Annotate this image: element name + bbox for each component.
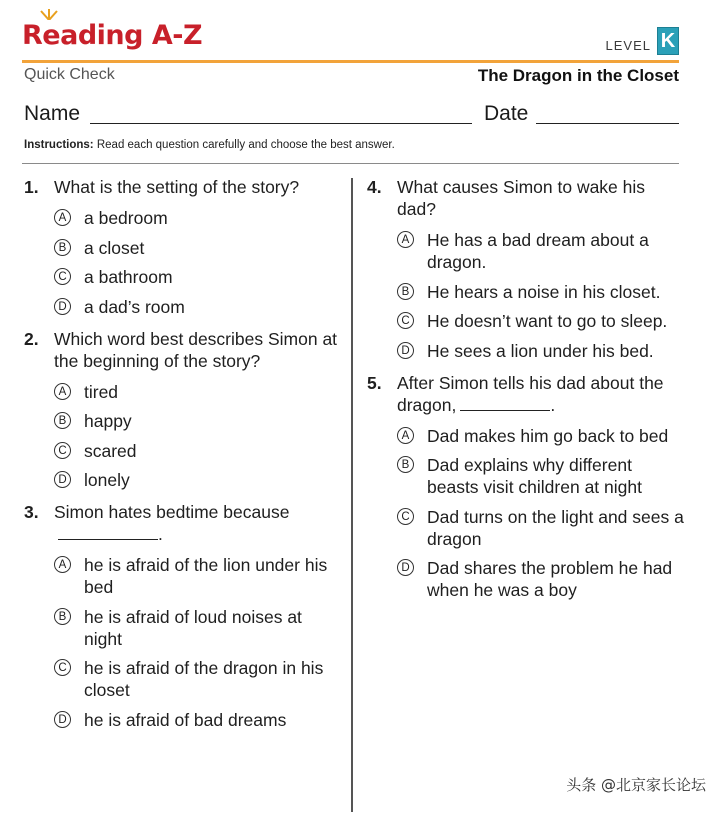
option-circle-icon[interactable]: D [54, 298, 71, 315]
answer-option-b[interactable]: B a closet [54, 237, 342, 259]
option-circle-icon[interactable]: A [397, 427, 414, 444]
question-number: 1. [24, 177, 39, 197]
question-5: 5. After Simon tells his dad about the dragon, . A Dad makes him go back to bed B Dad explains why different beasts visit children at night C Dad turns on the light and sees a dragon D Dad shares the problem he had when he was a boy [367, 372, 687, 602]
option-circle-icon[interactable]: C [54, 268, 71, 285]
answer-option-d[interactable]: D a dad’s room [54, 296, 342, 318]
question-number: 4. [367, 177, 382, 197]
answer-option-a[interactable]: A he is afraid of the lion under his bed [54, 554, 342, 598]
answer-blank [58, 539, 158, 540]
question-number: 2. [24, 328, 39, 349]
answer-option-d[interactable]: D He sees a lion under his bed. [397, 340, 687, 362]
right-column [367, 176, 687, 611]
date-field[interactable] [536, 123, 679, 124]
question-2 [24, 328, 342, 492]
column-divider [351, 178, 353, 812]
header-divider [22, 60, 679, 63]
option-circle-icon[interactable]: D [54, 711, 71, 728]
option-circle-icon[interactable]: A [54, 383, 71, 400]
answer-option-b[interactable]: B Dad explains why different beasts visit children at night [397, 454, 687, 498]
question-number: 5. [367, 372, 382, 393]
answer-option-d[interactable]: D he is afraid of bad dreams [54, 709, 342, 731]
answer-option-c[interactable]: C Dad turns on the light and sees a dragon [397, 506, 687, 550]
instructions-lead: Instructions: [24, 139, 94, 151]
level-badge: K [657, 27, 679, 55]
answer-option-c[interactable]: C He doesn’t want to go to sleep. [397, 310, 687, 332]
question-3: 3. Simon hates bedtime because. A he is afraid of the lion under his bed B he is afraid of loud noises at night C he is afraid of the dragon in his closet D he is afraid of bad dreams [24, 501, 342, 731]
question-text: Simon hates bedtime because [54, 502, 290, 522]
option-circle-icon[interactable]: D [397, 559, 414, 576]
option-circle-icon[interactable]: C [397, 312, 414, 329]
option-circle-icon[interactable]: C [397, 508, 414, 525]
reading-az-logo [22, 20, 202, 51]
answer-option-a[interactable]: A He has a bad dream about a dragon. [397, 229, 687, 273]
instructions [24, 139, 395, 151]
option-circle-icon[interactable]: C [54, 659, 71, 676]
answer-option-b[interactable]: B He hears a noise in his closet. [397, 281, 687, 303]
answer-option-a[interactable]: A a bedroom [54, 207, 342, 229]
watermark: 头条 @北京家长论坛 [566, 776, 706, 794]
answer-option-d[interactable]: D lonely [54, 469, 342, 491]
option-circle-icon[interactable]: D [54, 471, 71, 488]
option-circle-icon[interactable]: C [54, 442, 71, 459]
option-circle-icon[interactable]: B [397, 283, 414, 300]
answer-blank [460, 410, 550, 411]
level-indicator [606, 27, 679, 55]
option-circle-icon[interactable]: B [54, 608, 71, 625]
answer-option-c[interactable]: C scared [54, 440, 342, 462]
answer-option-c[interactable]: C he is afraid of the dragon in his closet [54, 657, 342, 701]
option-circle-icon[interactable]: B [397, 456, 414, 473]
question-text: What causes Simon to wake his dad? [397, 177, 646, 219]
section-divider [22, 163, 679, 164]
level-label: LEVEL [605, 38, 651, 53]
option-circle-icon[interactable]: B [54, 412, 71, 429]
question-text: Which word best describes Simon at the beginning of the story? [54, 328, 338, 371]
story-title: The Dragon in the Closet [477, 66, 679, 85]
answer-option-b[interactable]: B happy [54, 410, 342, 432]
question-text: After Simon tells his dad about the dragon, [397, 372, 664, 415]
option-circle-icon[interactable]: A [54, 209, 71, 226]
answer-option-a[interactable]: A Dad makes him go back to bed [397, 425, 687, 447]
name-label: Name [24, 102, 81, 125]
option-circle-icon[interactable]: A [54, 556, 71, 573]
option-circle-icon[interactable]: A [397, 231, 414, 248]
answer-option-b[interactable]: B he is afraid of loud noises at night [54, 606, 342, 650]
instructions-text: Read each question carefully and choose the best answer. [96, 139, 395, 151]
question-number: 3. [24, 502, 39, 522]
logo-text: Reading A-Z [22, 20, 203, 51]
question-1 [24, 176, 342, 318]
option-circle-icon[interactable]: B [54, 239, 71, 256]
left-column [24, 176, 342, 741]
answer-option-d[interactable]: D Dad shares the problem he had when he was a boy [397, 557, 687, 601]
option-circle-icon[interactable]: D [397, 342, 414, 359]
date-label: Date [484, 102, 529, 125]
question-text: What is the setting of the story? [54, 177, 300, 197]
question-4 [367, 176, 687, 362]
answer-option-a[interactable]: A tired [54, 381, 342, 403]
sun-rays-icon [36, 8, 62, 20]
name-field[interactable] [90, 123, 472, 124]
answer-option-c[interactable]: C a bathroom [54, 266, 342, 288]
name-date-row [24, 102, 679, 126]
page-subtitle: Quick Check [24, 66, 115, 83]
